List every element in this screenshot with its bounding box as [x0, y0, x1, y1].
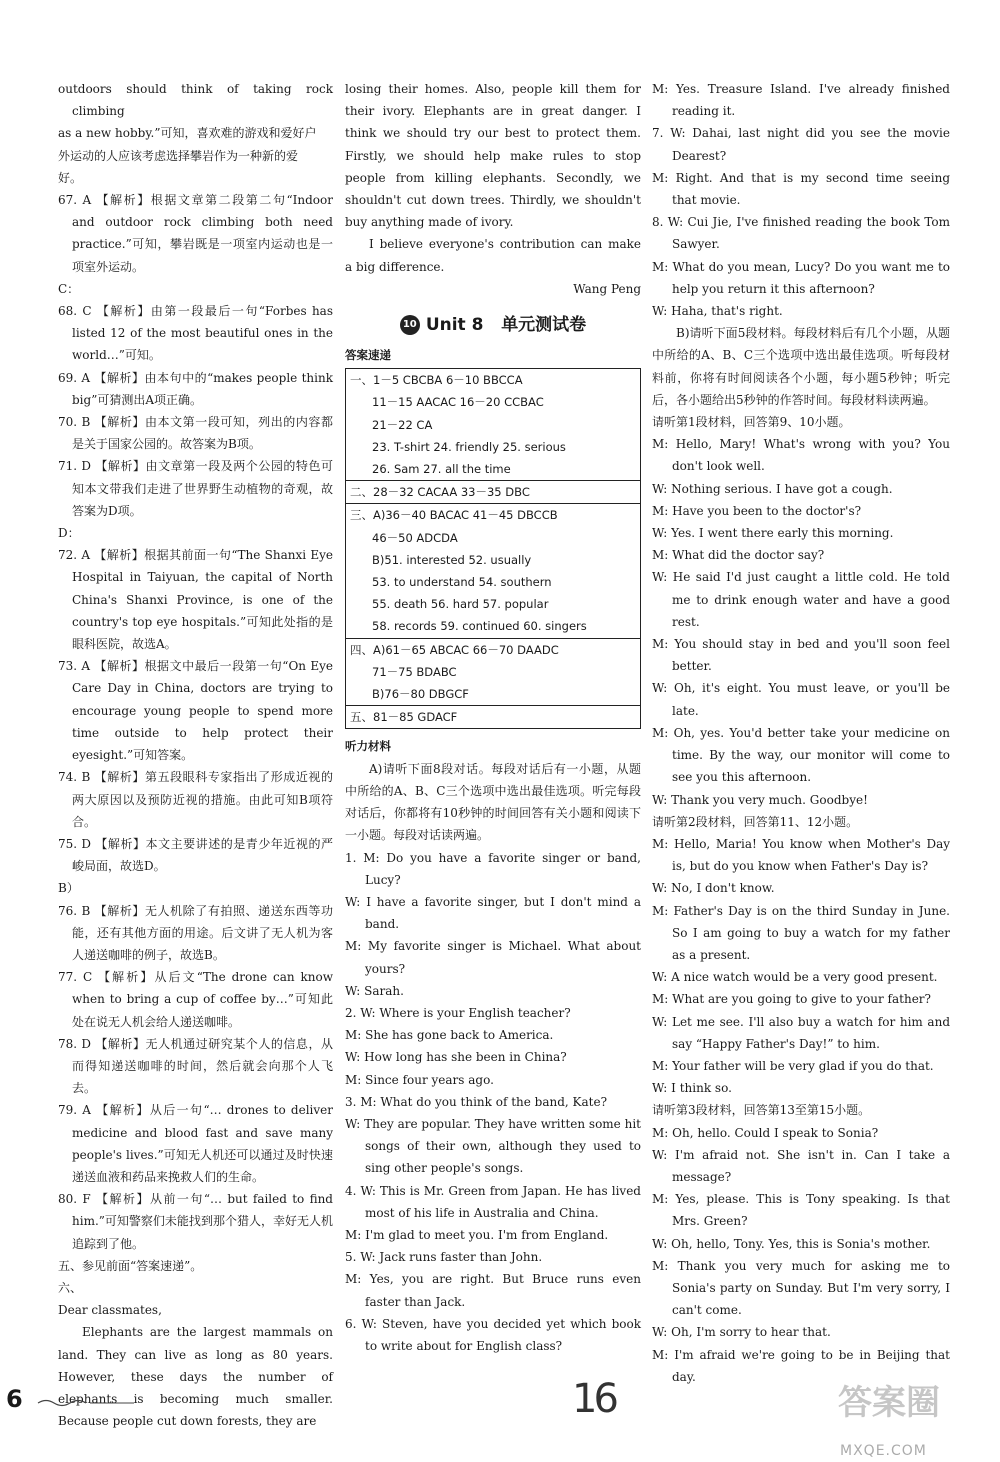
handwritten-number: 16 — [572, 1376, 615, 1422]
answer-line: 23. T-shirt 24. friendly 25. serious — [372, 439, 566, 454]
answer-line: 三、A)36－40 BACAC 41－45 DBCCB — [350, 508, 558, 523]
text-paragraph: M: Since four years ago. — [345, 1072, 494, 1087]
text-paragraph: M: She has gone back to America. — [345, 1028, 554, 1043]
watermark-site: MXQE.COM — [840, 1443, 927, 1459]
column-right — [652, 78, 950, 1388]
text-paragraph: W: I think so. — [652, 1081, 732, 1096]
text-paragraph: B） — [58, 881, 79, 896]
text-paragraph: M: What are you going to give to your father? — [652, 992, 931, 1007]
text-paragraph: W: He said I'd just caught a little cold. He told me to drink enough water and have a good rest. — [652, 570, 950, 629]
text-paragraph: M: Yes. Treasure Island. I've already finished reading it. — [652, 82, 950, 119]
text-paragraph: M: You should stay in bed and you'll soon feel better. — [652, 637, 950, 674]
text-paragraph: M: Your father will be very glad if you do that. — [652, 1058, 934, 1073]
text-paragraph: 六、 — [58, 1280, 83, 1295]
answer-line: 71－75 BDABC — [372, 664, 457, 679]
text-paragraph: M: Right. And that is my second time seeing that movie. — [652, 170, 950, 208]
text-paragraph: losing their homes. Also, people kill them for their ivory. Elephants are in great danger. I think we should try our best to protect them. Firstly, we should help make rules to stop people from killing elephants. Secondly, we shouldn't cut down trees. Thirdly, we shouldn't buy anything made of ivory. — [345, 82, 641, 230]
text-paragraph: M: Yes, please. This is Tony speaking. Is that Mrs. Green? — [652, 1192, 950, 1229]
text-paragraph: W: Oh, hello, Tony. Yes, this is Sonia's mother. — [652, 1236, 931, 1251]
text-paragraph: W: Nothing serious. I have got a cough. — [652, 481, 893, 496]
text-paragraph: M: Oh, hello. Could I speak to Sonia? — [652, 1125, 879, 1140]
page-number: 6 — [6, 1385, 23, 1413]
answer-section — [346, 706, 640, 728]
column-left — [58, 78, 333, 1432]
text-paragraph: M: I'm afraid we're going to be in Beijing that day. — [652, 1347, 950, 1384]
text-paragraph: W: I'm afraid not. She isn't in. Can I take a message? — [652, 1147, 950, 1184]
text-paragraph: 4. W: This is Mr. Green from Japan. He has lived most of his life in Australia and China. — [345, 1183, 641, 1220]
text-paragraph: W: Sarah. — [345, 983, 404, 998]
answer-section — [346, 504, 640, 638]
text-paragraph: as a new hobby.”可知，喜欢难的游戏和爱好户 — [58, 126, 317, 141]
text-paragraph: 3. M: What do you think of the band, Kate? — [345, 1094, 608, 1109]
text-paragraph: W: I have a favorite singer, but I don't mind a band. — [345, 894, 641, 932]
text-paragraph: 78. D 【解析】无人机通过研究某个人的信息，从而得知递送咖啡的时间，然后就会向那个人飞去。 — [58, 1036, 333, 1096]
answer-line: 21－22 CA — [372, 417, 433, 432]
text-paragraph: 请听第1段材料，回答第9、10小题。 — [652, 415, 851, 430]
text-paragraph: M: My favorite singer is Michael. What about yours? — [345, 939, 641, 976]
text-paragraph: 好。 — [58, 170, 83, 185]
text-paragraph: M: What do you mean, Lucy? Do you want me to help you return it this afternoon? — [652, 259, 950, 296]
answers-heading: 答案速递 — [345, 348, 391, 363]
text-paragraph: 6. W: Steven, have you decided yet which book to write about for English class? — [345, 1316, 641, 1353]
answer-section — [346, 481, 640, 504]
text-paragraph: M: Oh, yes. You'd better take your medicine on time. By the way, our monitor will come to see you this afternoon. — [652, 725, 950, 785]
answer-line: B)76－80 DBGCF — [372, 687, 469, 702]
text-paragraph: D： — [58, 526, 80, 541]
listening-heading: 听力材料 — [345, 739, 391, 754]
text-paragraph: 70. B 【解析】由本文第一段可知，列出的内容都是关于国家公园的。故答案为B项。 — [58, 415, 333, 452]
text-paragraph: 69. A 【解析】由本句中的“makes people think big”可猜测出A项正确。 — [58, 370, 333, 407]
text-paragraph: M: Thank you very much for asking me to Sonia's party on Sunday. But I'm very sorry, I can't come. — [652, 1258, 950, 1318]
text-paragraph: 72. A 【解析】根据其前面一句“The Shanxi Eye Hospital in Taiyuan, the capital of North China's Shanxi Province, is one of the country's top eye hospitals.”可知此处指的是眼科医院，故选A。 — [58, 548, 333, 652]
unit-heading — [345, 312, 641, 338]
answer-section — [346, 369, 640, 481]
answer-line: 二、28－32 CACAA 33－35 DBC — [350, 485, 530, 500]
text-paragraph: I believe everyone's contribution can make a big difference. — [345, 237, 641, 274]
answer-line: 58. records 59. continued 60. singers — [372, 619, 587, 634]
text-paragraph: 2. W: Where is your English teacher? — [345, 1005, 571, 1020]
answer-line: 53. to understand 54. southern — [372, 575, 552, 590]
text-paragraph: M: Yes, you are right. But Bruce runs even faster than Jack. — [345, 1272, 641, 1309]
text-paragraph: 71. D 【解析】由文章第一段及两个公园的特色可知本文带我们走进了世界野生动植物的奇观，故答案为D项。 — [58, 459, 333, 518]
answer-line: 五、81－85 GDACF — [350, 710, 458, 725]
text-paragraph: C： — [58, 281, 80, 296]
text-paragraph: W: No, I don't know. — [652, 881, 775, 896]
text-paragraph: M: Hello, Mary! What's wrong with you? You don't look well. — [652, 437, 950, 474]
text-paragraph: 73. A 【解析】根据文中最后一段第一句“On Eye Care Day in China, doctors are trying to encourage young people to spend more time outside to help protect their eyesight.”可知答案。 — [58, 659, 333, 763]
text-paragraph: W: Oh, I'm sorry to hear that. — [652, 1325, 831, 1340]
text-paragraph: M: Have you been to the doctor's? — [652, 503, 862, 518]
text-paragraph: W: Haha, that's right. — [652, 304, 783, 319]
essay-continuation — [345, 78, 641, 300]
text-paragraph: W: Let me see. I'll also buy a watch for him and say “Happy Father's Day!” to him. — [652, 1014, 950, 1051]
text-paragraph: 8. W: Cui Jie, I've finished reading the book Tom Sawyer. — [652, 215, 950, 252]
text-paragraph: Dear classmates, — [58, 1303, 162, 1318]
answer-line: 55. death 56. hard 57. popular — [372, 597, 549, 612]
answer-line: 26. Sam 27. all the time — [372, 462, 511, 477]
text-paragraph: W: A nice watch would be a very good present. — [652, 970, 938, 985]
text-paragraph: 80. F 【解析】从前一句“… but failed to find him.”可知警察们未能找到那个猎人，幸好无人机追踪到了他。 — [58, 1192, 333, 1251]
text-paragraph: 请听第3段材料，回答第13至第15小题。 — [652, 1103, 871, 1118]
text-paragraph: 外运动的人应该考虑选择攀岩作为一种新的爱 — [58, 148, 299, 163]
unit-subtitle: 单元测试卷 — [501, 315, 587, 336]
answer-line: 11－15 AACAC 16－20 CCBAC — [372, 395, 544, 410]
text-paragraph: W: They are popular. They have written some hit songs of their own, although they used to sing other people's songs. — [345, 1116, 641, 1176]
text-paragraph: 请听第2段材料，回答第11、12小题。 — [652, 814, 859, 829]
unit-title: Unit 8 — [425, 315, 484, 336]
text-paragraph: B)请听下面5段材料。每段材料后有几个小题，从题中所给的A、B、C三个选项中选出最佳选项。听每段材料前，你将有时间阅读各个小题，每小题5秒钟；听完后，各小题给出5秒钟的作答时间。每段材料读两遍。 — [652, 326, 950, 407]
page-ornament — [36, 1398, 136, 1408]
text-paragraph: M: What did the doctor say? — [652, 548, 825, 563]
answer-key-box — [345, 368, 641, 729]
column-middle — [345, 78, 641, 1357]
text-paragraph: W: How long has she been in China? — [345, 1050, 567, 1065]
text-paragraph: outdoors should think of taking rock climbing — [58, 82, 333, 119]
text-paragraph: 1. M: Do you have a favorite singer or band, Lucy? — [345, 850, 641, 887]
text-paragraph: Wang Peng — [573, 281, 641, 296]
text-paragraph: 五、参见前面“答案速递”。 — [58, 1258, 203, 1273]
answer-line: 46－50 ADCDA — [372, 530, 458, 545]
answer-line: 四、A)61－65 ABCAC 66－70 DAADC — [350, 642, 559, 657]
answer-line: 一、1－5 CBCBA 6－10 BBCCA — [350, 373, 523, 388]
text-paragraph: M: I'm glad to meet you. I'm from England. — [345, 1227, 609, 1242]
text-paragraph: M: Hello, Maria! You know when Mother's Day is, but do you know when Father's Day is? — [652, 836, 950, 874]
text-paragraph: 7. W: Dahai, last night did you see the movie Dearest? — [652, 126, 950, 163]
text-paragraph: 74. B 【解析】第五段眼科专家指出了形成近视的两大原因以及预防近视的措施。由此可知B项符合。 — [58, 770, 333, 829]
text-paragraph: 67. A 【解析】根据文章第二段第二句“Indoor and outdoor rock climbing both need practice.”可知，攀岩既是一项室内运动也是一项室外运动。 — [58, 193, 333, 274]
listening-script — [345, 758, 641, 1357]
answer-section — [346, 639, 640, 707]
watermark-logo: 答案圈 — [838, 1383, 940, 1423]
unit-badge: 10 — [400, 315, 420, 335]
answer-line: B)51. interested 52. usually — [372, 552, 532, 567]
text-paragraph: 77. C 【解析】从后文“The drone can know when to bring a cup of coffee by…”可知此处在说无人机会给人递送咖啡。 — [58, 970, 333, 1029]
text-paragraph: 79. A 【解析】从后一句“… drones to deliver medicine and blood fast and save many people's lives.”可知无人机还可以通过及时快速递送血液和药品来挽救人们的生命。 — [58, 1103, 333, 1184]
text-paragraph: 5. W: Jack runs faster than John. — [345, 1250, 543, 1265]
text-paragraph: A)请听下面8段对话。每段对话后有一小题，从题中所给的A、B、C三个选项中选出最佳选项。听完每段对话后，你都将有10秒钟的时间回答有关小题和阅读下一小题。每段对话读两遍。 — [345, 761, 641, 843]
text-paragraph: 68. C 【解析】由第一段最后一句“Forbes has listed 12 of the most beautiful ones in the world…”可知。 — [58, 304, 333, 363]
text-paragraph: M: Father's Day is on the third Sunday in June. So I am going to buy a watch for my father as a present. — [652, 903, 950, 962]
text-paragraph: 76. B 【解析】无人机除了有拍照、递送东西等功能，还有其他方面的用途。后文讲了无人机为客人递送咖啡的例子，故选B。 — [58, 903, 333, 962]
text-paragraph: Elephants are the largest mammals on land. They can live as long as 80 years. However, these days the number of elephants is becoming much smaller. Because people cut down forests, they are — [58, 1325, 333, 1429]
text-paragraph: 75. D 【解析】本文主要讲述的是青少年近视的严峻局面，故选D。 — [58, 836, 333, 874]
text-paragraph: W: Yes. I went there early this morning. — [652, 526, 894, 541]
text-paragraph: W: Thank you very much. Goodbye! — [652, 792, 868, 807]
text-paragraph: W: Oh, it's eight. You must leave, or you'll be late. — [652, 681, 950, 718]
